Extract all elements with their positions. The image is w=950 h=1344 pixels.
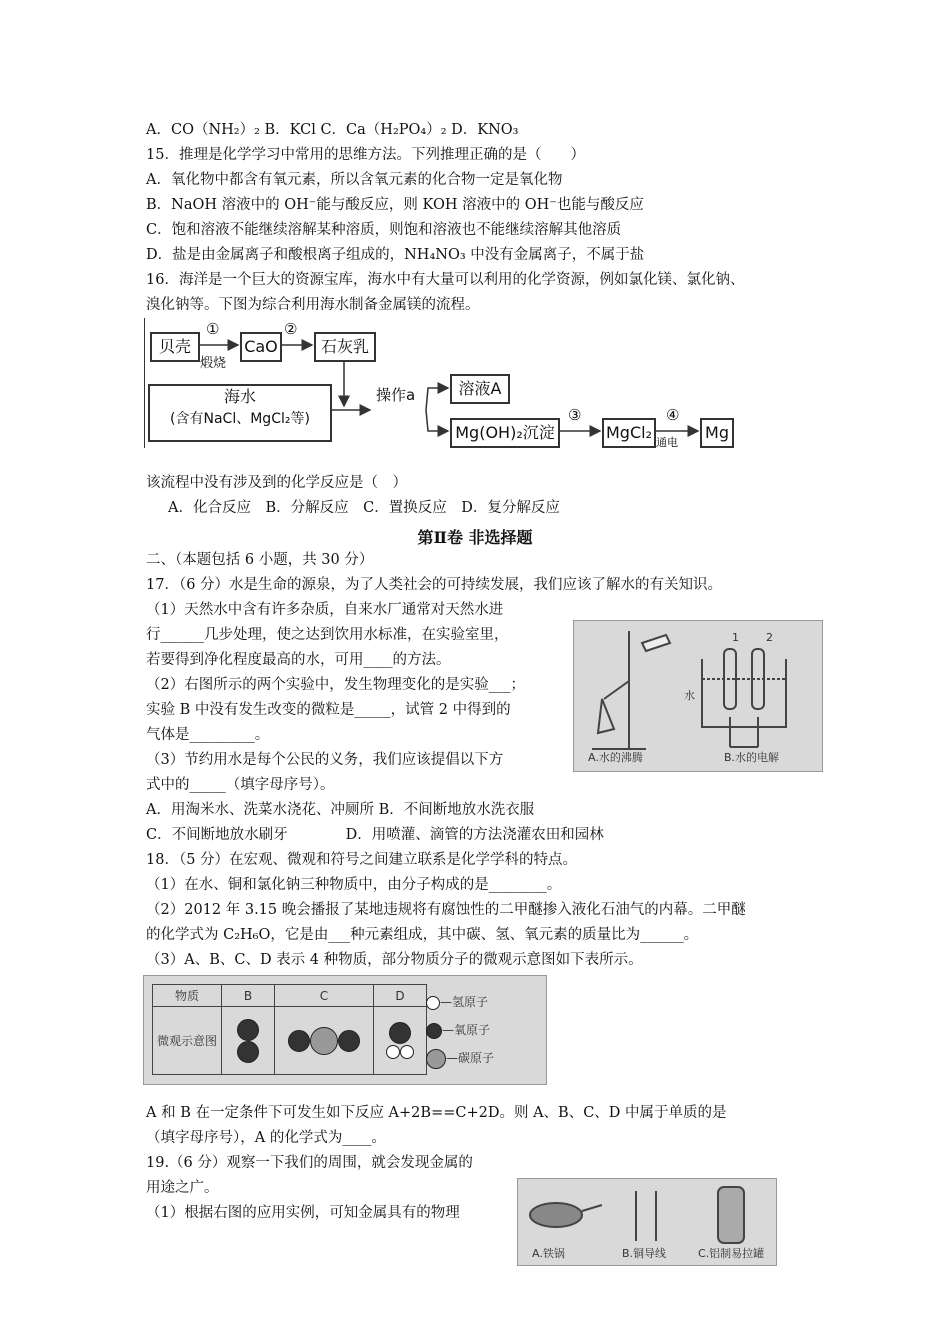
oxygen-atom bbox=[288, 1030, 310, 1052]
fig-label-a: A.水的沸腾 bbox=[588, 751, 643, 764]
question-16-line2: 溴化钠等。下图为综合利用海水制备金属镁的流程。 bbox=[146, 297, 480, 313]
mol-header-substance: 物质 bbox=[153, 985, 222, 1007]
q18-1: （1）在水、铜和氯化钠三种物质中，由分子构成的是________。 bbox=[146, 877, 562, 893]
flow-seawater-label: 海水 bbox=[223, 387, 256, 406]
option-15a: A．氧化物中都含有氧元素，所以含氧元素的化合物一定是氧化物 bbox=[146, 172, 563, 188]
mol-header-b: B bbox=[222, 985, 275, 1007]
flow-cao: CaO bbox=[240, 332, 282, 362]
metal-label-a: A.铁锅 bbox=[532, 1247, 565, 1260]
q17-2-line2: 实验 B 中没有发生改变的微粒是_____，试管 2 中得到的 bbox=[146, 702, 511, 718]
metal-uses-figure bbox=[517, 1178, 777, 1266]
oxygen-legend-icon bbox=[426, 1023, 442, 1039]
option-15c: C．饱和溶液不能继续溶解某种溶质，则饱和溶液也不能继续溶解其他溶质 bbox=[146, 222, 622, 238]
flow-solution-a: 溶液A bbox=[450, 374, 510, 404]
flow-step2: ② bbox=[284, 320, 298, 338]
question-16-options: A．化合反应 B．分解反应 C．置换反应 D．复分解反应 bbox=[168, 500, 560, 516]
magnesium-flowchart bbox=[144, 318, 736, 448]
hydrogen-atom bbox=[386, 1045, 400, 1059]
legend-carbon: 碳原子 bbox=[458, 1051, 495, 1065]
q17-2-line1: （2）右图所示的两个实验中，发生物理变化的是实验___； bbox=[146, 677, 525, 693]
legend-hydrogen: 氢原子 bbox=[452, 995, 489, 1009]
flow-shell: 贝壳 bbox=[150, 332, 200, 362]
option-15b: B．NaOH 溶液中的 OH⁻能与酸反应，则 KOH 溶液中的 OH⁻也能与酸反应 bbox=[146, 197, 644, 213]
q17-1-line2: 行______几步处理，使之达到饮用水标准，在实验室里， bbox=[146, 627, 509, 643]
flow-mg: Mg bbox=[700, 418, 734, 448]
question-17: 17．（6 分）水是生命的源泉，为了人类社会的可持续发展，我们应该了解水的有关知识。 bbox=[146, 577, 723, 593]
flow-electrolysis: 通电 bbox=[656, 436, 678, 449]
mol-b-cell bbox=[222, 1007, 275, 1075]
oxygen-atom bbox=[237, 1041, 259, 1063]
water-label: 水 bbox=[684, 689, 695, 702]
flow-mgcl2: MgCl₂ bbox=[602, 418, 656, 448]
metal-label-c: C.铝制易拉罐 bbox=[698, 1247, 765, 1260]
q17-1-line3: 若要得到净化程度最高的水，可用____的方法。 bbox=[146, 652, 451, 668]
flow-limemilk: 石灰乳 bbox=[314, 332, 376, 362]
oxygen-atom bbox=[338, 1030, 360, 1052]
flow-step1: ① bbox=[206, 320, 220, 338]
q18-4-line1: A 和 B 在一定条件下可发生如下反应 A+2B==C+2D。则 A、B、C、D 中属于单质的是 bbox=[146, 1105, 727, 1121]
section-title: 第Ⅱ卷 非选择题 bbox=[417, 528, 533, 547]
molecule-table bbox=[152, 984, 427, 1075]
hydrogen-legend-icon bbox=[426, 996, 440, 1010]
q17-option-line1: A．用淘米水、洗菜水浇花、冲厕所 B．不间断地放水洗衣服 bbox=[146, 802, 535, 818]
flow-operation: 操作a bbox=[376, 386, 416, 404]
mol-row-label: 微观示意图 bbox=[153, 1007, 222, 1075]
molecule-table-figure bbox=[143, 975, 547, 1085]
question-16-ask: 该流程中没有涉及到的化学反应是（ ） bbox=[146, 475, 407, 491]
carbon-legend-icon bbox=[426, 1049, 446, 1069]
q18-4-line2: （填字母序号），A 的化学式为____。 bbox=[146, 1130, 386, 1146]
flow-arrows bbox=[144, 318, 736, 448]
oxygen-atom bbox=[237, 1019, 259, 1041]
flow-seawater-sub: (含有NaCl、MgCl₂等) bbox=[170, 411, 310, 427]
question-19-line3: （1）根据右图的应用实例，可知金属具有的物理 bbox=[146, 1205, 460, 1221]
question-15: 15．推理是化学学习中常用的思维方法。下列推理正确的是（ ） bbox=[146, 147, 585, 163]
tube-1-label: 1 bbox=[732, 631, 739, 644]
legend-oxygen: 氧原子 bbox=[454, 1023, 491, 1037]
q18-2-line2: 的化学式为 C₂H₆O，它是由___种元素组成，其中碳、氢、氧元素的质量比为______。 bbox=[146, 927, 699, 943]
fig-label-b: B.水的电解 bbox=[724, 751, 780, 764]
q17-3-line2: 式中的_____（填字母序号）。 bbox=[146, 777, 335, 793]
question-16-line1: 16．海洋是一个巨大的资源宝库，海水中有大量可以利用的化学资源，例如氯化镁、氯化钠、 bbox=[146, 272, 745, 288]
mol-legend: —氢原子 —氧原子 —碳原子 bbox=[426, 988, 494, 1072]
tube-2-label: 2 bbox=[766, 631, 773, 644]
metal-label-b: B.铜导线 bbox=[622, 1247, 667, 1260]
question-19-line1: 19.（6 分）观察一下我们的周围，就会发现金属的 bbox=[146, 1155, 473, 1171]
q17-2-line3: 气体是_________。 bbox=[146, 727, 270, 743]
q17-3-line1: （3）节约用水是每个公民的义务，我们应该提倡以下方 bbox=[146, 752, 504, 768]
oxygen-atom bbox=[389, 1022, 411, 1044]
carbon-atom bbox=[310, 1027, 338, 1055]
mol-header-c: C bbox=[275, 985, 374, 1007]
q17-1-line1: （1）天然水中含有许多杂质，自来水厂通常对天然水进 bbox=[146, 602, 504, 618]
mol-header-d: D bbox=[374, 985, 427, 1007]
text-l1: A．CO（NH₂）₂ B．KCl C．Ca（H₂PO₄）₂ D．KNO₃ bbox=[146, 122, 519, 138]
mol-d-cell bbox=[374, 1007, 427, 1075]
question-19-line2: 用途之广。 bbox=[146, 1180, 219, 1196]
hydrogen-atom bbox=[400, 1045, 414, 1059]
flow-step3: ③ bbox=[568, 406, 582, 424]
flow-step4: ④ bbox=[666, 406, 680, 424]
part-two-header: 二、（本题包括 6 小题，共 30 分） bbox=[146, 552, 374, 568]
flow-calcine: 煅烧 bbox=[200, 356, 227, 371]
mol-c-cell bbox=[275, 1007, 374, 1075]
q18-3: （3）A、B、C、D 表示 4 种物质，部分物质分子的微观示意图如下表所示。 bbox=[146, 952, 643, 968]
q17-option-line2: C．不间断地放水刷牙 D．用喷灌、滴管的方法浇灌农田和园林 bbox=[146, 827, 604, 843]
flow-mgoh: Mg(OH)₂沉淀 bbox=[450, 418, 560, 448]
water-experiment-figure bbox=[573, 620, 823, 772]
q18-2-line1: （2）2012 年 3.15 晚会播报了某地违规将有腐蚀性的二甲醚掺入液化石油气的内幕。二甲醚 bbox=[146, 902, 746, 918]
question-18: 18．（5 分）在宏观、微观和符号之间建立联系是化学学科的特点。 bbox=[146, 852, 578, 868]
option-15d: D．盐是由金属离子和酸根离子组成的，NH₄NO₃ 中没有金属离子，不属于盐 bbox=[146, 247, 645, 263]
